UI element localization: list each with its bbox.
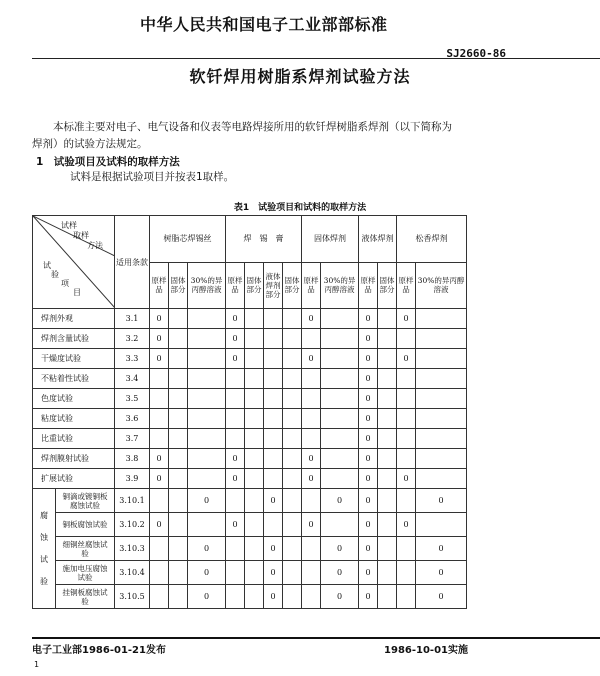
mark-cell — [150, 389, 169, 409]
mark-cell — [264, 349, 283, 369]
mark-cell: 0 — [397, 309, 416, 329]
mark-cell — [245, 409, 264, 429]
table-row — [33, 469, 467, 489]
mark-cell: 0 — [264, 537, 283, 561]
clause-number: 3.2 — [115, 329, 150, 349]
mark-cell — [321, 349, 359, 369]
mark-cell — [264, 409, 283, 429]
sub-original: 原样品 — [359, 262, 378, 309]
corrosion-test-name: 铜板腐蚀试验 — [56, 513, 114, 537]
corrosion-name-list — [56, 489, 114, 608]
mark-cell: 0 — [226, 513, 245, 537]
sub-liquid-part: 液体焊剂部分 — [264, 262, 283, 309]
clause-number: 3.3 — [115, 349, 150, 369]
mark-cell: 0 — [150, 513, 169, 537]
mark-cell — [302, 389, 321, 409]
test-item-name: 粘度试验 — [33, 409, 115, 429]
mark-cell — [188, 469, 226, 489]
corrosion-test-name: 铜滴或镀铜板腐蚀试验 — [56, 489, 114, 513]
test-item-name: 扩展试验 — [33, 469, 115, 489]
sub-original: 原样品 — [226, 262, 245, 309]
mark-cell — [283, 409, 302, 429]
intro-paragraph: 本标准主要对电子、电气设备和仪表等电路焊接所用的软钎焊树脂系焊剂（以下简称为焊剂）的试验方法规定。 — [32, 121, 452, 150]
group-header-rosin-flux: 松香焊剂 — [397, 216, 467, 263]
issuing-organization: 中华人民共和国电子工业部部标准 — [140, 15, 388, 34]
mark-cell — [150, 409, 169, 429]
mark-cell — [321, 389, 359, 409]
mark-cell — [188, 409, 226, 429]
table-caption: 表1 试验项目和试料的取样方法 — [233, 203, 367, 213]
mark-cell — [378, 309, 397, 329]
mark-cell — [397, 429, 416, 449]
mark-cell: 0 — [264, 561, 283, 585]
mark-cell: 0 — [359, 489, 378, 513]
mark-cell — [321, 409, 359, 429]
mark-cell — [321, 449, 359, 469]
mark-cell: 0 — [359, 513, 378, 537]
mark-cell — [226, 537, 245, 561]
mark-cell — [188, 449, 226, 469]
mark-cell — [245, 349, 264, 369]
corner-label-4: 试 — [43, 261, 51, 270]
mark-cell — [245, 513, 264, 537]
mark-cell — [302, 429, 321, 449]
mark-cell: 0 — [188, 489, 226, 513]
clause-number: 3.5 — [115, 389, 150, 409]
mark-cell — [397, 329, 416, 349]
mark-cell: 0 — [264, 489, 283, 513]
mark-cell: 0 — [397, 513, 416, 537]
basic-test-rows — [33, 309, 467, 489]
test-item-name: 焊剂外观 — [33, 309, 115, 329]
mark-cell — [321, 309, 359, 329]
mark-cell — [321, 429, 359, 449]
mark-cell — [245, 329, 264, 349]
clause-number: 3.10.4 — [115, 561, 150, 585]
table-row — [33, 329, 467, 349]
group-header-solid-flux: 固体焊剂 — [302, 216, 359, 263]
mark-cell — [188, 329, 226, 349]
mark-cell: 0 — [359, 449, 378, 469]
mark-cell: 0 — [321, 561, 359, 585]
section-1-text: 试料是根据试验项目并按表1取样。 — [70, 171, 235, 183]
mark-cell — [150, 561, 169, 585]
mark-cell — [397, 389, 416, 409]
table-row — [33, 409, 467, 429]
mark-cell — [169, 329, 188, 349]
mark-cell — [302, 561, 321, 585]
mark-cell — [264, 309, 283, 329]
mark-cell — [283, 561, 302, 585]
mark-cell — [302, 537, 321, 561]
mark-cell — [188, 369, 226, 389]
mark-cell — [378, 513, 397, 537]
mark-cell — [245, 489, 264, 513]
mark-cell: 0 — [416, 537, 467, 561]
mark-cell — [245, 585, 264, 609]
mark-cell — [245, 429, 264, 449]
mark-cell — [378, 469, 397, 489]
mark-cell — [245, 389, 264, 409]
mark-cell — [245, 537, 264, 561]
mark-cell — [226, 409, 245, 429]
corner-label-2: 取样 — [73, 231, 89, 240]
mark-cell: 0 — [302, 513, 321, 537]
clause-number: 3.10.5 — [115, 585, 150, 609]
mark-cell: 0 — [302, 309, 321, 329]
mark-cell — [378, 389, 397, 409]
table-row — [33, 489, 467, 513]
mark-cell — [302, 409, 321, 429]
mark-cell: 0 — [359, 561, 378, 585]
table-row — [33, 389, 467, 409]
clause-number: 3.8 — [115, 449, 150, 469]
mark-cell — [321, 329, 359, 349]
mark-cell — [397, 369, 416, 389]
mark-cell — [226, 429, 245, 449]
mark-cell — [397, 449, 416, 469]
mark-cell — [150, 537, 169, 561]
corner-header — [33, 216, 115, 309]
mark-cell: 0 — [150, 329, 169, 349]
mark-cell — [416, 469, 467, 489]
table-row — [33, 449, 467, 469]
mark-cell — [245, 469, 264, 489]
mark-cell: 0 — [321, 537, 359, 561]
sub-ipa-solution: 30%的异丙醇溶液 — [416, 262, 467, 309]
mark-cell — [169, 349, 188, 369]
clause-number: 3.10.3 — [115, 537, 150, 561]
mark-cell: 0 — [359, 349, 378, 369]
mark-cell: 0 — [359, 537, 378, 561]
mark-cell — [283, 349, 302, 369]
corner-label-3: 方法 — [87, 241, 103, 250]
mark-cell — [264, 449, 283, 469]
mark-cell — [226, 561, 245, 585]
mark-cell — [283, 513, 302, 537]
mark-cell — [245, 449, 264, 469]
sub-solid-part: 固体部分 — [245, 262, 264, 309]
corrosion-test-name: 细铜丝腐蚀试验 — [56, 537, 114, 561]
mark-cell — [416, 349, 467, 369]
clause-number: 3.9 — [115, 469, 150, 489]
mark-cell — [302, 489, 321, 513]
mark-cell — [188, 309, 226, 329]
test-item-name: 焊剂膜射试验 — [33, 449, 115, 469]
test-item-name: 干燥度试验 — [33, 349, 115, 369]
mark-cell — [283, 489, 302, 513]
mark-cell — [302, 329, 321, 349]
mark-cell: 0 — [359, 409, 378, 429]
mark-cell — [416, 449, 467, 469]
mark-cell: 0 — [359, 329, 378, 349]
mark-cell — [226, 369, 245, 389]
mark-cell — [397, 489, 416, 513]
mark-cell: 0 — [150, 309, 169, 329]
mark-cell — [169, 449, 188, 469]
test-item-name: 色度试验 — [33, 389, 115, 409]
corrosion-label-char: 验 — [40, 576, 48, 586]
corrosion-test-name: 施加电压腐蚀试验 — [56, 561, 114, 585]
corrosion-test-rows — [33, 489, 467, 609]
clause-number: 3.6 — [115, 409, 150, 429]
mark-cell: 0 — [150, 449, 169, 469]
mark-cell: 0 — [416, 561, 467, 585]
mark-cell — [283, 369, 302, 389]
table-row — [33, 429, 467, 449]
mark-cell: 0 — [359, 429, 378, 449]
sub-ipa-solution: 30%的异丙醇溶液 — [321, 262, 359, 309]
mark-cell — [378, 409, 397, 429]
mark-cell — [321, 469, 359, 489]
sub-solid-part: 固体部分 — [378, 262, 397, 309]
header-rule — [32, 58, 600, 59]
mark-cell — [188, 389, 226, 409]
mark-cell — [169, 561, 188, 585]
mark-cell: 0 — [226, 329, 245, 349]
mark-cell — [378, 489, 397, 513]
group-header-cored-wire: 树脂芯焊锡丝 — [150, 216, 226, 263]
mark-cell: 0 — [188, 561, 226, 585]
mark-cell — [150, 489, 169, 513]
mark-cell: 0 — [359, 469, 378, 489]
mark-cell: 0 — [416, 585, 467, 609]
mark-cell — [188, 349, 226, 369]
clause-number: 3.4 — [115, 369, 150, 389]
mark-cell — [283, 429, 302, 449]
mark-cell — [226, 489, 245, 513]
sampling-table — [32, 215, 467, 609]
clause-number: 3.10.2 — [115, 513, 150, 537]
mark-cell: 0 — [226, 349, 245, 369]
sub-solid-part: 固体部分 — [283, 262, 302, 309]
mark-cell: 0 — [302, 469, 321, 489]
mark-cell — [264, 513, 283, 537]
mark-cell: 0 — [302, 449, 321, 469]
mark-cell — [302, 369, 321, 389]
mark-cell — [169, 369, 188, 389]
clause-number: 3.1 — [115, 309, 150, 329]
mark-cell: 0 — [150, 469, 169, 489]
mark-cell — [283, 585, 302, 609]
mark-cell — [226, 585, 245, 609]
corrosion-label-char: 腐 — [40, 510, 48, 520]
mark-cell — [283, 389, 302, 409]
mark-cell — [283, 537, 302, 561]
document-title: 软钎焊用树脂系焊剂试验方法 — [189, 67, 411, 86]
test-item-name: 比重试验 — [33, 429, 115, 449]
mark-cell — [264, 329, 283, 349]
mark-cell — [416, 389, 467, 409]
mark-cell — [169, 309, 188, 329]
mark-cell — [188, 513, 226, 537]
mark-cell: 0 — [416, 489, 467, 513]
mark-cell — [245, 369, 264, 389]
mark-cell — [378, 449, 397, 469]
mark-cell: 0 — [302, 349, 321, 369]
mark-cell: 0 — [226, 309, 245, 329]
mark-cell — [283, 309, 302, 329]
mark-cell — [378, 585, 397, 609]
mark-cell — [169, 409, 188, 429]
sub-solid-part: 固体部分 — [169, 262, 188, 309]
corrosion-label-char: 蚀 — [40, 532, 48, 542]
mark-cell — [169, 537, 188, 561]
mark-cell: 0 — [359, 585, 378, 609]
mark-cell: 0 — [359, 369, 378, 389]
mark-cell — [226, 389, 245, 409]
sub-original: 原样品 — [150, 262, 169, 309]
table-row — [33, 349, 467, 369]
footer-rule — [32, 637, 600, 639]
mark-cell — [264, 369, 283, 389]
mark-cell: 0 — [226, 449, 245, 469]
corrosion-group-label — [33, 489, 56, 608]
mark-cell — [416, 369, 467, 389]
mark-cell — [416, 329, 467, 349]
mark-cell — [416, 513, 467, 537]
mark-cell: 0 — [226, 469, 245, 489]
mark-cell — [397, 561, 416, 585]
page-number: 1 — [34, 660, 40, 669]
mark-cell — [416, 309, 467, 329]
mark-cell — [245, 561, 264, 585]
issue-date: 电子工业部1986-01-21发布 — [32, 645, 166, 656]
mark-cell — [264, 429, 283, 449]
sub-ipa-solution: 30%的异丙醇溶液 — [188, 262, 226, 309]
mark-cell: 0 — [321, 585, 359, 609]
mark-cell — [321, 369, 359, 389]
corner-label-5: 验 — [51, 270, 59, 279]
table-row — [33, 309, 467, 329]
group-header-paste: 焊 锡 膏 — [226, 216, 302, 263]
section-1-heading: 1 试验项目及试料的取样方法 — [36, 156, 180, 168]
mark-cell — [302, 585, 321, 609]
corrosion-label-char: 试 — [40, 554, 48, 564]
mark-cell — [169, 469, 188, 489]
test-item-name: 焊剂含量试验 — [33, 329, 115, 349]
mark-cell — [378, 429, 397, 449]
effective-date: 1986-10-01实施 — [384, 645, 468, 656]
mark-cell — [416, 409, 467, 429]
mark-cell — [188, 429, 226, 449]
mark-cell — [378, 329, 397, 349]
mark-cell — [169, 585, 188, 609]
mark-cell — [150, 429, 169, 449]
test-item-name: 不粘着性试验 — [33, 369, 115, 389]
corrosion-test-name: 挂铜板腐蚀试验 — [62, 587, 108, 606]
mark-cell: 0 — [359, 309, 378, 329]
mark-cell: 0 — [397, 469, 416, 489]
table-row — [33, 369, 467, 389]
mark-cell — [378, 537, 397, 561]
mark-cell — [378, 369, 397, 389]
mark-cell — [283, 329, 302, 349]
mark-cell — [321, 513, 359, 537]
corrosion-group-cell — [33, 489, 115, 609]
mark-cell: 0 — [188, 585, 226, 609]
corner-label-6: 项 — [61, 279, 69, 288]
mark-cell — [169, 489, 188, 513]
mark-cell — [397, 537, 416, 561]
mark-cell — [169, 513, 188, 537]
mark-cell — [283, 449, 302, 469]
mark-cell — [378, 349, 397, 369]
corner-label-7: 目 — [73, 288, 81, 297]
mark-cell — [264, 389, 283, 409]
mark-cell — [397, 585, 416, 609]
mark-cell — [283, 469, 302, 489]
mark-cell — [416, 429, 467, 449]
mark-cell — [264, 469, 283, 489]
mark-cell — [150, 369, 169, 389]
mark-cell: 0 — [397, 349, 416, 369]
sub-original: 原样品 — [397, 262, 416, 309]
mark-cell: 0 — [264, 585, 283, 609]
mark-cell: 0 — [321, 489, 359, 513]
mark-cell — [245, 309, 264, 329]
mark-cell — [169, 389, 188, 409]
clause-number: 3.7 — [115, 429, 150, 449]
mark-cell: 0 — [188, 537, 226, 561]
group-header-liquid-flux: 液体焊剂 — [359, 216, 397, 263]
clause-number: 3.10.1 — [115, 489, 150, 513]
corner-label-1: 试样 — [61, 221, 77, 230]
mark-cell: 0 — [150, 349, 169, 369]
clause-header: 适用条款 — [115, 216, 150, 309]
mark-cell — [150, 585, 169, 609]
mark-cell: 0 — [359, 389, 378, 409]
sub-original: 原样品 — [302, 262, 321, 309]
standard-code: SJ2660-86 — [446, 47, 506, 60]
mark-cell — [397, 409, 416, 429]
mark-cell — [169, 429, 188, 449]
mark-cell — [378, 561, 397, 585]
